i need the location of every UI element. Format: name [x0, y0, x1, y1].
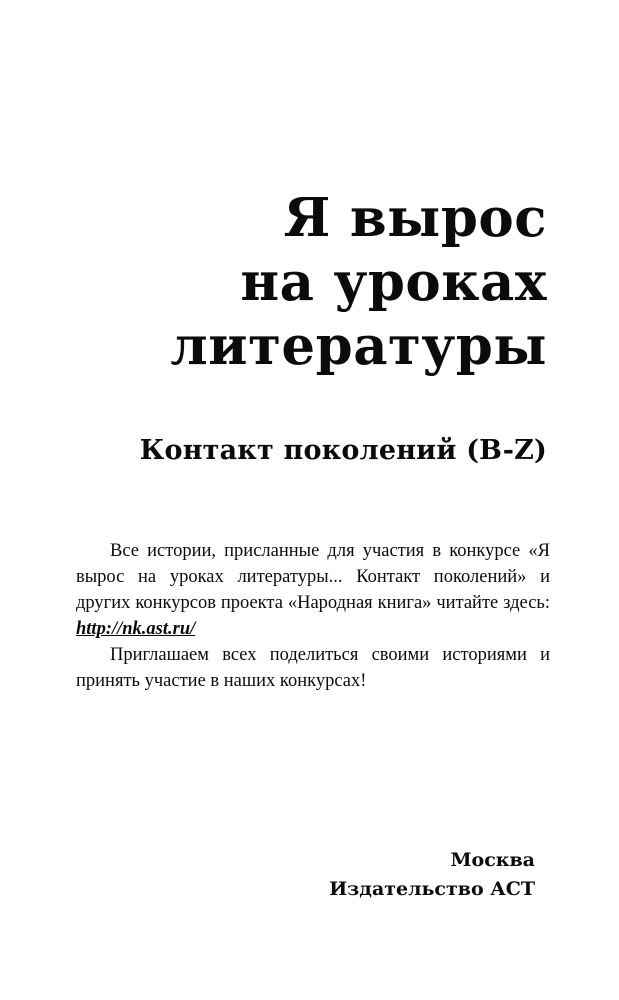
imprint-city: Москва	[450, 849, 535, 871]
body-text	[76, 538, 550, 694]
paragraph-contest-info	[76, 538, 550, 642]
imprint-publisher: Издательство АСТ	[329, 878, 535, 900]
title-line-3: литературы	[170, 315, 547, 377]
paragraph-invitation: Приглашаем всех поделиться своими историями и принять участие в наших конкурсах!	[76, 645, 550, 691]
project-website-link[interactable]: http://nk.ast.ru/	[76, 619, 196, 639]
title-line-2: на уроках	[240, 251, 547, 313]
imprint	[0, 846, 535, 904]
paragraph-contest-info-text: Все истории, присланные для участия в конкурсе «Я вырос на уроках литературы... Контакт поколений» и других конкурсов проекта «Народная книга» читайте здесь:	[76, 541, 550, 613]
title-line-1: Я вырос	[283, 187, 547, 249]
page-subtitle: Контакт поколений (B-Z)	[139, 435, 547, 466]
page-title	[0, 186, 547, 378]
